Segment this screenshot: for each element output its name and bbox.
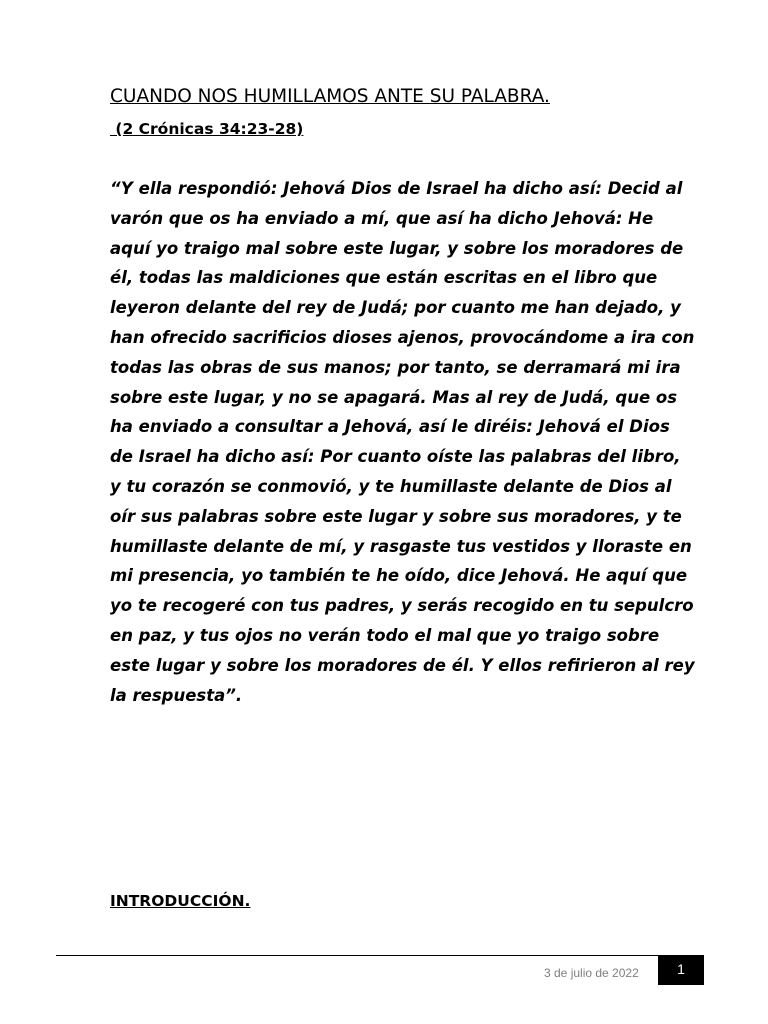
quote-line: este lugar y sobre los moradores de él. Y ellos refirieron al rey <box>110 655 695 675</box>
footer-divider <box>56 955 658 956</box>
quote-line: mi presencia, yo también te he oído, dice Jehová. He aquí que <box>110 566 688 586</box>
quote-line: y tu corazón se conmovió, y te humillaste delante de Dios al <box>110 476 672 496</box>
quote-line: todas las obras de sus manos; por tanto, se derramará mi ira <box>110 357 681 377</box>
section-heading-introduccion: INTRODUCCIÓN. <box>110 892 251 910</box>
quote-line: “Y ella respondió: Jehová Dios de Israel ha dicho así: Decid al <box>110 179 683 198</box>
quote-line: yo te recogeré con tus padres, y serás recogido en tu sepulcro <box>110 596 694 616</box>
quote-line: humillaste delante de mí, y rasgaste tus vestidos y lloraste en <box>110 536 692 556</box>
quote-line: sobre este lugar, y no se apagará. Mas al rey de Judá, que os <box>110 387 678 407</box>
quote-line: aquí yo traigo mal sobre este lugar, y sobre los moradores de <box>110 238 684 258</box>
scripture-quote <box>110 174 758 710</box>
quote-line: él, todas las maldiciones que están escritas en el libro que <box>110 268 658 288</box>
quote-line: la respuesta”. <box>110 685 243 705</box>
document-title: CUANDO NOS HUMILLAMOS ANTE SU PALABRA. <box>110 86 550 107</box>
scripture-reference: (2 Crónicas 34:23-28) <box>110 120 304 138</box>
quote-line: varón que os ha enviado a mí, que así ha dicho Jehová: He <box>110 208 654 228</box>
quote-line: leyeron delante del rey de Judá; por cuanto me han dejado, y <box>110 298 681 318</box>
quote-line: oír sus palabras sobre este lugar y sobre sus moradores, y te <box>110 506 682 526</box>
quote-line: han ofrecido sacrificios dioses ajenos, provocándome a ira con <box>110 327 695 347</box>
quote-line: en paz, y tus ojos no verán todo el mal que yo traigo sobre <box>110 625 660 645</box>
quote-line: ha enviado a consultar a Jehová, así le diréis: Jehová el Dios <box>110 417 670 437</box>
quote-line: de Israel ha dicho así: Por cuanto oíste las palabras del libro, <box>110 447 681 467</box>
page-number: 1 <box>658 955 704 985</box>
footer-date: 3 de julio de 2022 <box>544 966 639 980</box>
